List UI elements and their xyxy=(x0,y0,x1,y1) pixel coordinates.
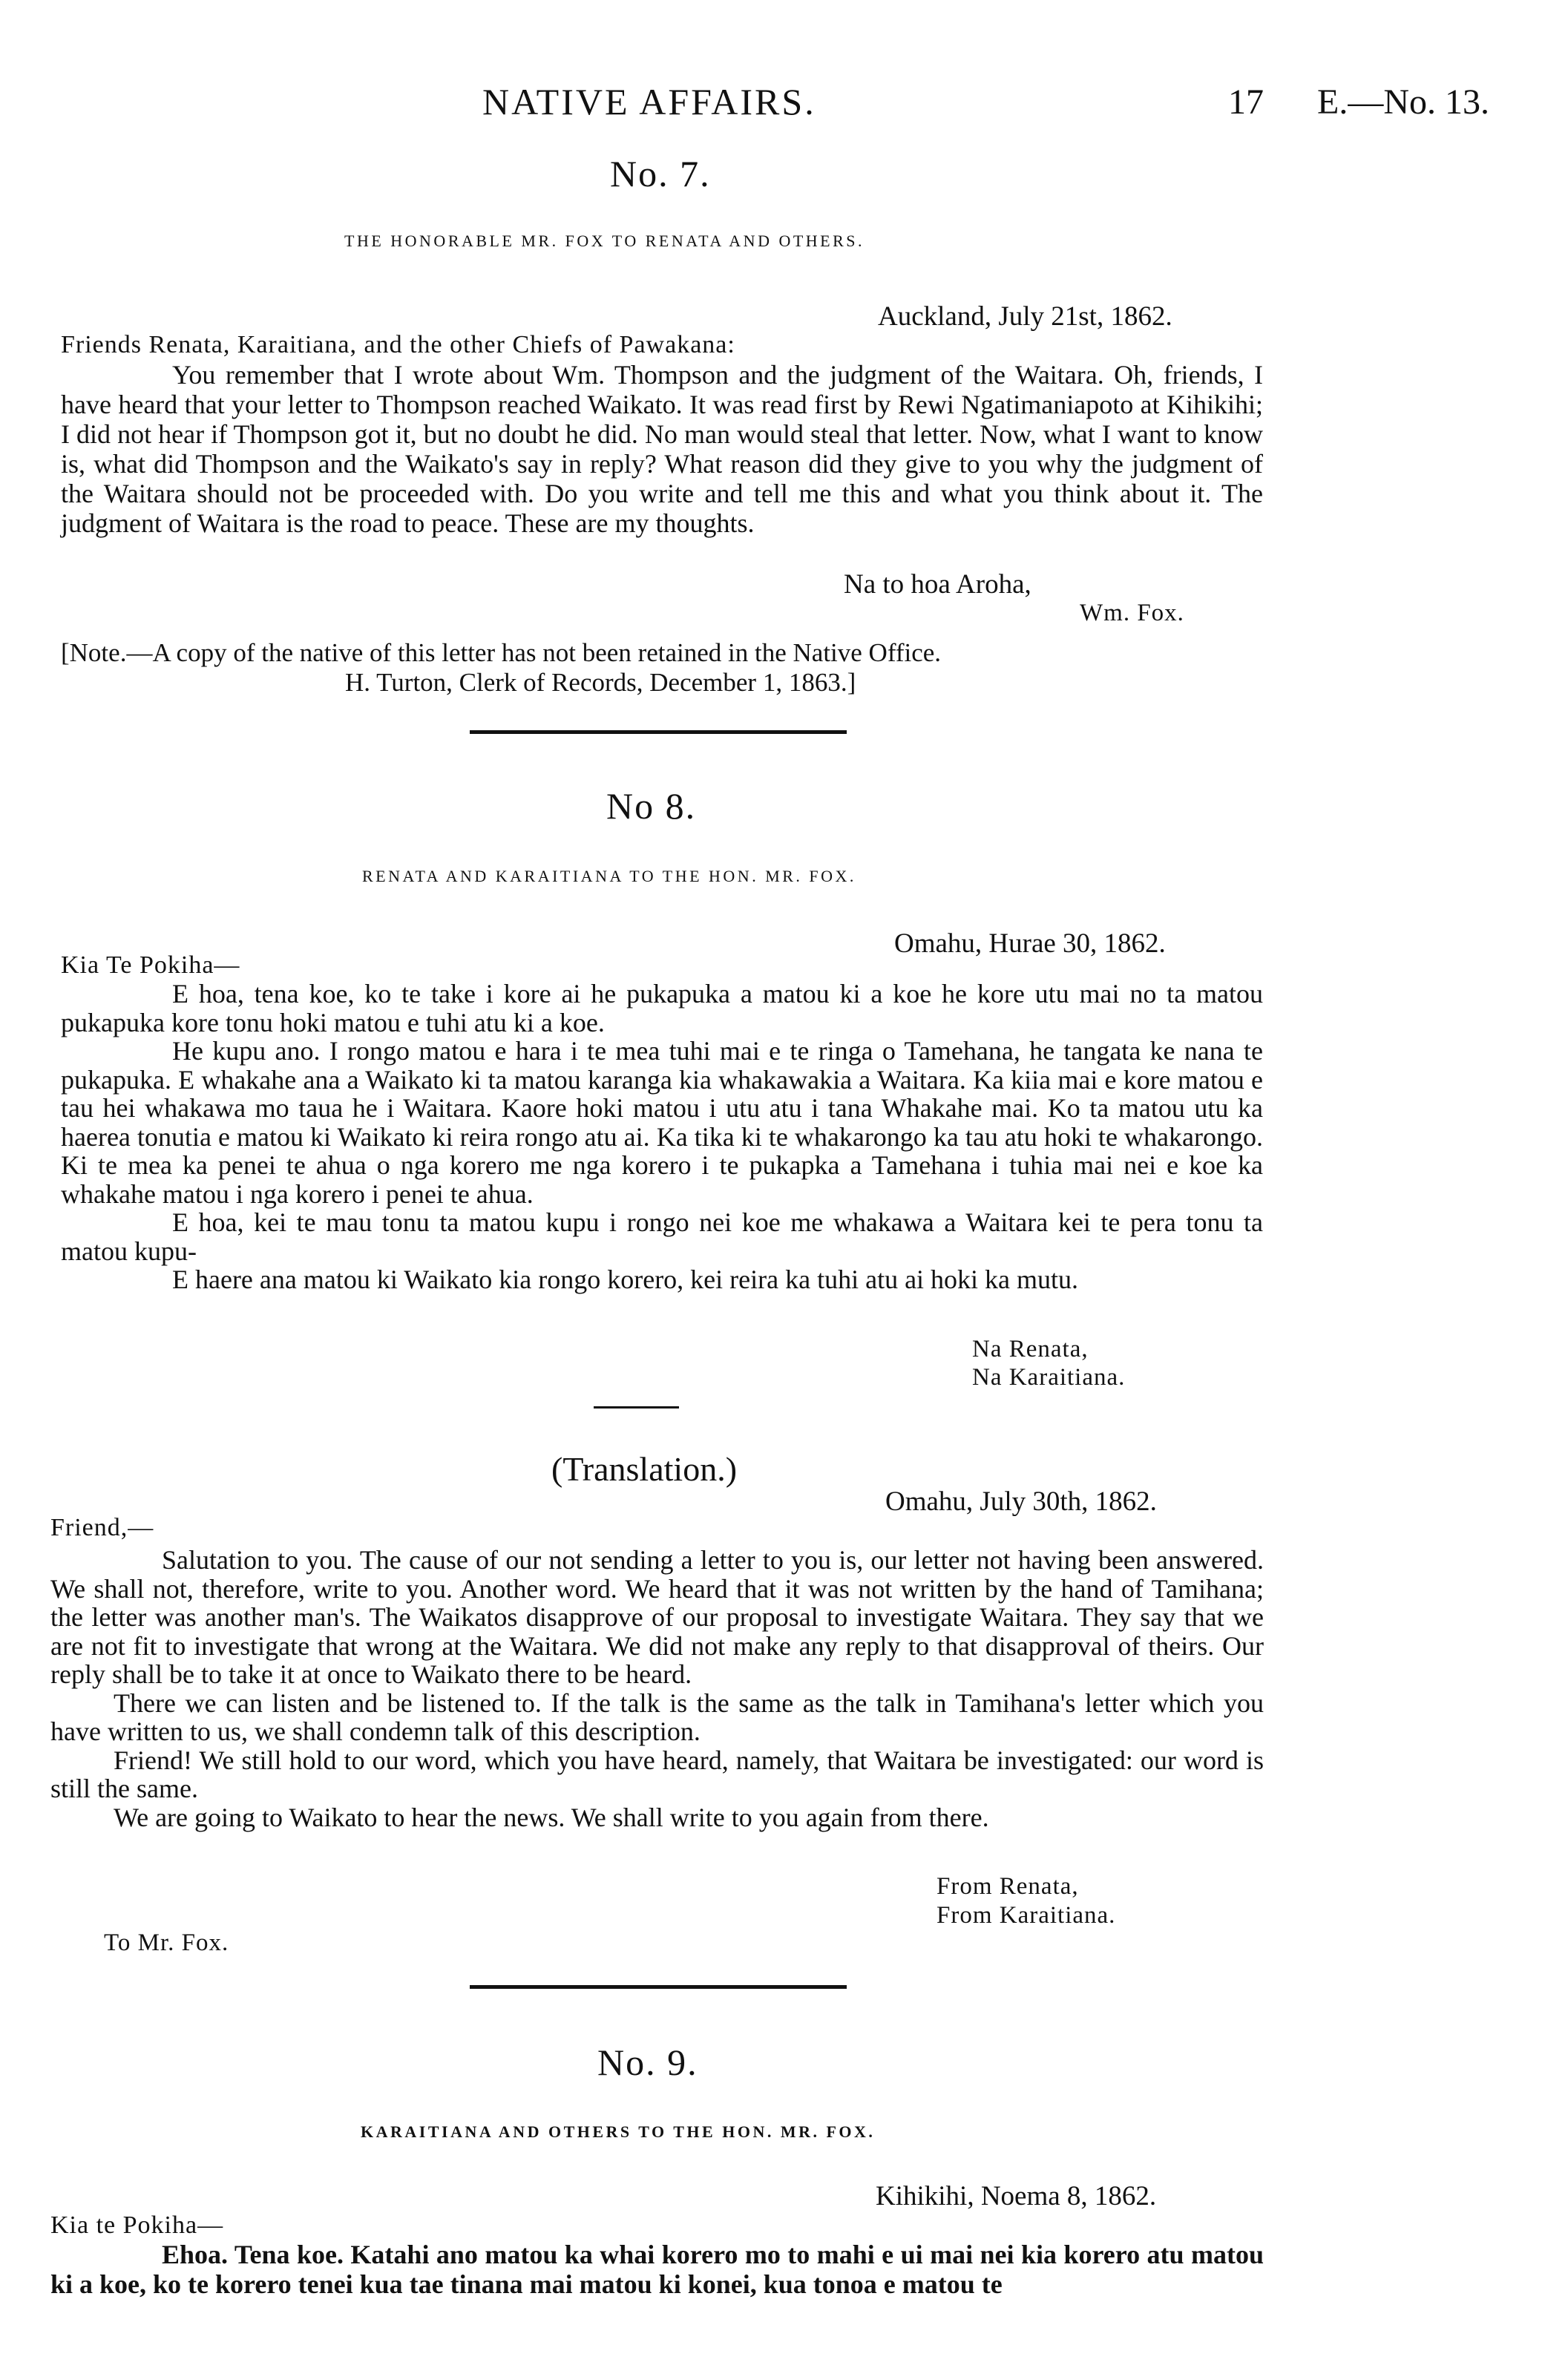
section-divider xyxy=(470,1985,847,1989)
doc7-salutation: Friends Renata, Karaitiana, and the other Chiefs of Pawakana: xyxy=(61,331,735,358)
page-number: 17 xyxy=(1228,82,1264,122)
doc8-body xyxy=(61,980,1263,1294)
translation-paragraph-4: We are going to Waikato to hear the news. We shall write to you again from there. xyxy=(114,1802,989,1832)
doc9-number: No. 9. xyxy=(597,2042,698,2083)
translation-heading: (Translation.) xyxy=(551,1450,738,1488)
running-header-title: NATIVE AFFAIRS. xyxy=(482,81,816,122)
doc8-paragraph-4: E haere ana matou ki Waikato kia rongo korero, kei reira ka tuhi atu ai hoki ka mutu. xyxy=(172,1265,1079,1294)
translation-salutation: Friend,— xyxy=(50,1514,154,1541)
doc7-closing: Na to hoa Aroha, xyxy=(844,569,1031,600)
translation-signature-2: From Karaitiana. xyxy=(936,1902,1116,1929)
doc7-note-line1: [Note.—A copy of the native of this letter has not been retained in the Native Office. xyxy=(61,638,942,667)
section-divider xyxy=(470,730,847,734)
doc9-body xyxy=(50,2240,1264,2299)
doc9-subtitle: KARAITIANA AND OTHERS TO THE HON. MR. FOX. xyxy=(361,2122,876,2141)
translation-signature-1: From Renata, xyxy=(936,1873,1079,1900)
doc8-paragraph-2: He kupu ano. I rongo matou e hara i te mea tuhi mai e te ringa o Tamehana, he tangata ke nana te pukapuka. E whakahe ana a Waikato ki ta matou karanga kia whakawakia a Waitara. Ka kiia mai e kore matou e tau hei whakawa mo taua he i Waitara. Kaore hoki matou i utu atu i tana Whakahe mai. Ko ta matou utu ka haerea tonutia e matou ki Waikato ki reira rongo atu ai. Ka tika ki te whakarongo ka tau atu hoki te whakarongo. Ki te mea ka penei te ahua o nga korero me nga korero i te pukapka a Tamehana i tuhia mai nei e koe ka whakahe matou i nga korero i penei te ahua. xyxy=(61,1036,1263,1209)
doc9-salutation: Kia te Pokiha— xyxy=(50,2211,224,2239)
translation-date: Omahu, July 30th, 1862. xyxy=(885,1486,1157,1517)
translation-addressee: To Mr. Fox. xyxy=(104,1929,229,1956)
doc7-subtitle: THE HONORABLE MR. FOX TO RENATA AND OTHERS. xyxy=(344,232,865,250)
short-divider xyxy=(594,1406,679,1409)
doc9-paragraph-1: Ehoa. Tena koe. Katahi ano matou ka whai korero mo to mahi e ui mai nei kia korero atu matou ki a koe, ko te korero tenei kua tae tinana mai matou ki konei, kua tonoa e matou te xyxy=(50,2240,1264,2299)
doc7-number: No. 7. xyxy=(610,153,711,194)
doc8-signature-2: Na Karaitiana. xyxy=(972,1364,1126,1391)
doc8-number: No 8. xyxy=(606,785,697,827)
paper-reference: E.—No. 13. xyxy=(1317,82,1489,122)
doc7-body xyxy=(61,360,1263,538)
doc7-note-line2: H. Turton, Clerk of Records, December 1, 1863.] xyxy=(345,668,856,697)
translation-paragraph-1: Salutation to you. The cause of our not sending a letter to you is, our letter not having been answered. We shall not, therefore, write to you. Another word. We heard that it was not written by the hand of Tamihana; the letter was another man's. The Waikatos disapprove of our proposal to investigate Waitara. They say that we are not fit to investigate that wrong at the Waitara. We did not make any reply to that disapproval of theirs. Our reply shall be to take it at once to Waikato there to be heard. xyxy=(50,1545,1264,1689)
doc7-date: Auckland, July 21st, 1862. xyxy=(878,301,1172,332)
translation-body xyxy=(50,1546,1264,1831)
doc7-signature: Wm. Fox. xyxy=(1080,600,1184,626)
doc8-signature-1: Na Renata, xyxy=(972,1336,1089,1362)
doc9-date: Kihikihi, Noema 8, 1862. xyxy=(876,2181,1157,2211)
translation-paragraph-3: Friend! We still hold to our word, which you have heard, namely, that Waitara be investigated: our word is still the same. xyxy=(50,1745,1264,1803)
doc8-date: Omahu, Hurae 30, 1862. xyxy=(894,928,1166,959)
doc8-salutation: Kia Te Pokiha— xyxy=(61,951,240,979)
doc7-paragraph: You remember that I wrote about Wm. Thompson and the judgment of the Waitara. Oh, friends, I have heard that your letter to Thompson reached Waikato. It was read first by Rewi Ngatimaniapoto at Kihikihi; I did not hear if Thompson got it, but no doubt he did. No man would steal that letter. Now, what I want to know is, what did Thompson and the Waikato's say in reply? What reason did they give to you why the judgment of the Waitara should not be proceeded with. Do you write and tell me this and what you think about it. The judgment of Waitara is the road to peace. These are my thoughts. xyxy=(61,360,1263,538)
doc8-subtitle: RENATA AND KARAITIANA TO THE HON. MR. FOX. xyxy=(362,867,856,885)
translation-paragraph-2: There we can listen and be listened to. If the talk is the same as the talk in Tamihana's letter which you have written to us, we shall condemn talk of this description. xyxy=(50,1688,1264,1746)
doc8-paragraph-3: E hoa, kei te mau tonu ta matou kupu i rongo nei koe me whakawa a Waitara kei te pera tonu ta matou kupu- xyxy=(61,1207,1263,1266)
doc8-paragraph-1: E hoa, tena koe, ko te take i kore ai he pukapuka a matou ki a koe he kore utu mai no ta matou pukapuka kore tonu hoki matou e tuhi atu ki a koe. xyxy=(61,979,1263,1037)
